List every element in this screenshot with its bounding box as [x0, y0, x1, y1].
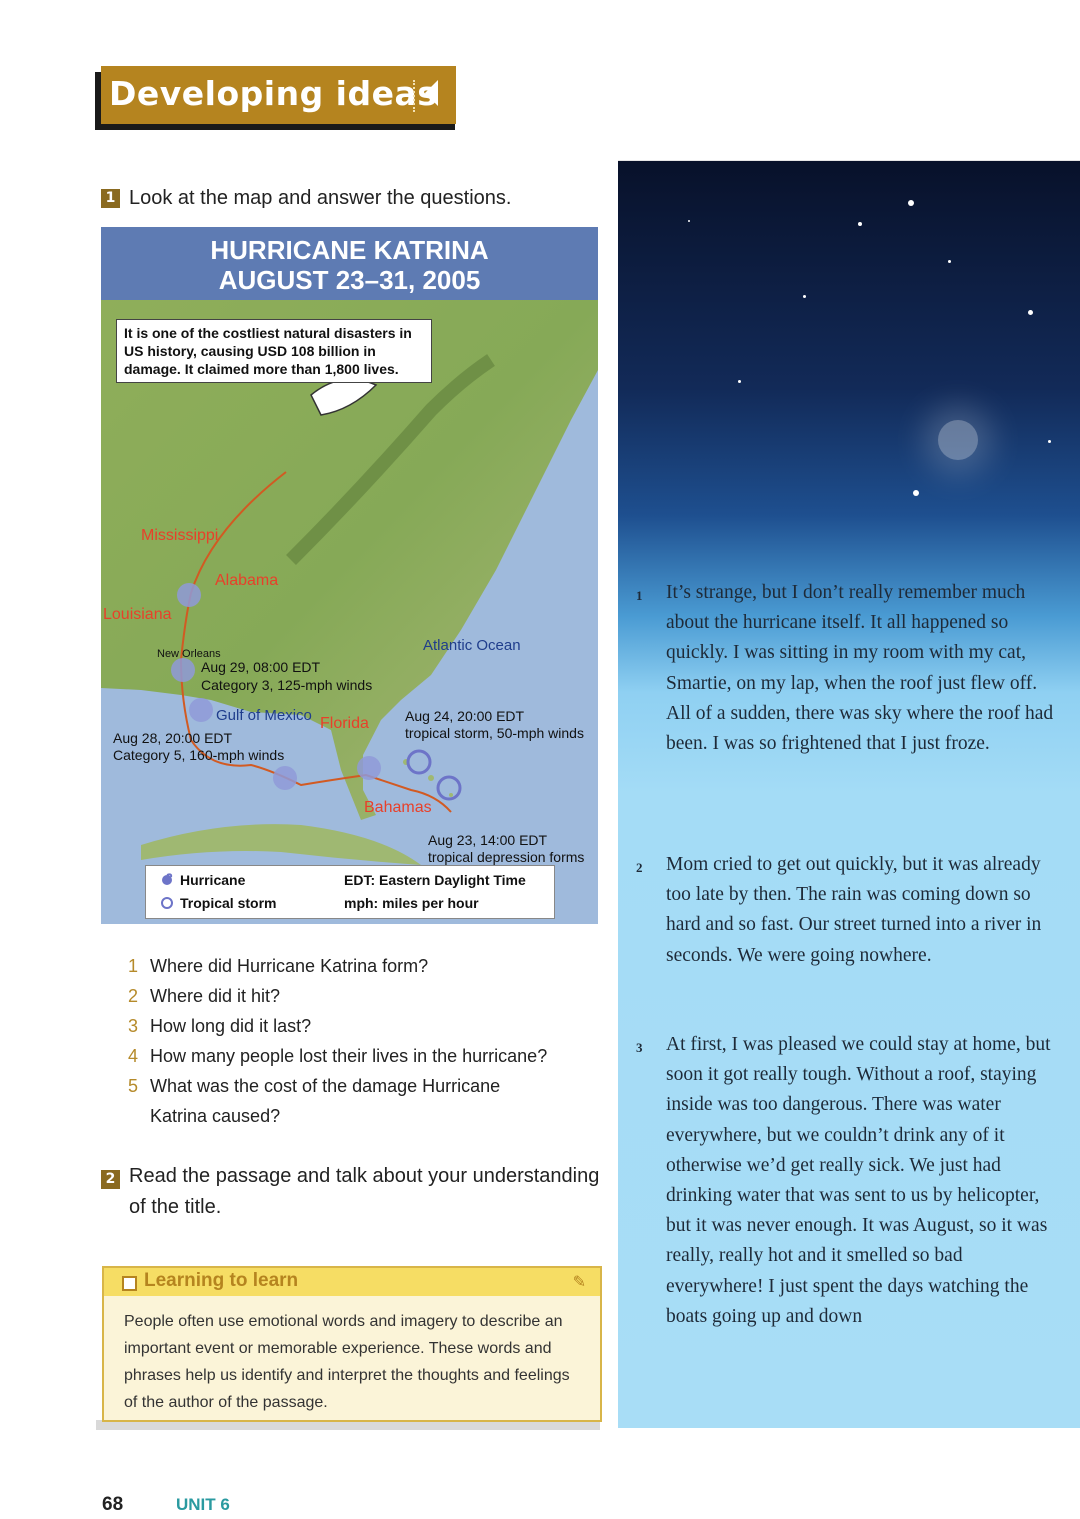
paragraph-text: Mom cried to get out quickly, but it was already too late by then. The rain was coming down so hard and so fast. Our street turned into a river in seconds. We were going nowhere.: [666, 854, 1042, 966]
banner-divider: [413, 80, 417, 112]
star-icon: [913, 490, 919, 496]
label-aug23-desc: tropical depression forms: [428, 849, 585, 865]
tropical-storm-icon: [160, 896, 174, 910]
star-icon: [1048, 440, 1051, 443]
activity-instruction: Read the passage and talk about your understanding: [129, 1165, 600, 1187]
label-aug24-desc: tropical storm, 50-mph winds: [405, 725, 584, 741]
star-icon: [908, 200, 914, 206]
label-mississippi: Mississippi: [141, 527, 219, 544]
map-graphic: [101, 300, 598, 924]
star-icon: [858, 222, 862, 226]
map-dates: AUGUST 23–31, 2005: [218, 265, 481, 295]
learning-box-header: [104, 1268, 600, 1296]
question-item: [128, 1011, 311, 1041]
question-item: [128, 1071, 500, 1101]
paragraph-text: It’s strange, but I don’t really remember much about the hurricane itself. It all happened so quickly. I was sitting in my room with my cat, Smartie, on my lap, when the roof just flew off. All of a sudden, there was sky where the roof had been. I was so frightened that I just froze.: [666, 582, 1054, 755]
label-louisiana: Louisiana: [103, 606, 172, 623]
learning-to-learn-box: [102, 1266, 602, 1422]
question-item: [128, 951, 428, 981]
label-aug24-time: Aug 24, 20:00 EDT: [405, 708, 525, 724]
legend-hurricane: Hurricane: [180, 872, 246, 888]
label-gulf-of-mexico: Gulf of Mexico: [216, 707, 312, 724]
track-marker: [177, 583, 201, 607]
question-number: 1: [128, 956, 139, 976]
track-marker: [189, 698, 213, 722]
checkbox-icon: [122, 1276, 137, 1291]
legend-mph: mph: miles per hour: [344, 895, 479, 911]
learning-body: People often use emotional words and imagery to describe an important event or memorable experience. These words and phrases help us identify and interpret the thoughts and feelings of the author of the passage.: [124, 1313, 570, 1411]
question-text: Where did Hurricane Katrina form?: [150, 956, 429, 976]
passage-panel: [618, 160, 1080, 1428]
label-aug29-time: Aug 29, 08:00 EDT: [201, 659, 321, 675]
track-marker: [357, 756, 381, 780]
label-florida: Florida: [320, 715, 369, 732]
banner-title: Developing ideas: [109, 74, 438, 113]
star-icon: [1028, 310, 1033, 315]
paragraph-number: 3: [636, 1040, 643, 1055]
question-text: Where did it hit?: [150, 986, 281, 1006]
question-number: 2: [128, 986, 139, 1006]
paragraph-number: 2: [636, 860, 643, 875]
activity-number: 2: [101, 1170, 120, 1189]
map-title: HURRICANE KATRINA: [210, 235, 489, 265]
question-item: [128, 1101, 280, 1131]
question-text: How long did it last?: [150, 1016, 312, 1036]
hurricane-icon: [160, 873, 174, 887]
question-number: 5: [128, 1076, 139, 1096]
legend-tropical-storm: Tropical storm: [180, 895, 277, 911]
star-glow: [938, 420, 978, 460]
legend-edt: EDT: Eastern Daylight Time: [344, 872, 526, 888]
page-number: 68: [102, 1494, 124, 1515]
map-note: It is one of the costliest natural disasters in US history, causing USD 108 billion in damage. It claimed more than 1,800 lives.: [116, 319, 432, 383]
label-aug23-time: Aug 23, 14:00 EDT: [428, 832, 548, 848]
section-banner: [95, 66, 460, 128]
label-aug28-time: Aug 28, 20:00 EDT: [113, 730, 233, 746]
label-alabama: Alabama: [215, 572, 279, 589]
activity-number: 1: [101, 189, 120, 208]
label-aug29-desc: Category 3, 125-mph winds: [201, 677, 373, 693]
label-aug28-desc: Category 5, 160-mph winds: [113, 747, 285, 763]
question-item: [128, 981, 280, 1011]
triangle-left-icon: [425, 80, 438, 106]
activity-instruction-cont: of the title.: [129, 1196, 222, 1218]
star-icon: [738, 380, 741, 383]
question-text: How many people lost their lives in the hurricane?: [150, 1046, 548, 1066]
track-marker: [273, 766, 297, 790]
paragraph-text: At first, I was pleased we could stay at home, but soon it got really tough. Without a roof, staying inside was too dangerous. There was water everywhere, but we couldn’t drink any of it otherwise we’d get really sick. We just had drinking water that was sent to us by helicopter, but it was never enough. It was August, so it was really, really hot and it smelled so bad everywhere! I just spent the days watching the boats going up and down: [666, 1034, 1051, 1327]
map-legend: [145, 865, 555, 919]
activity-instruction: Look at the map and answer the questions.: [129, 187, 512, 209]
paragraph-number: 1: [636, 588, 643, 603]
label-atlantic-ocean: Atlantic Ocean: [423, 637, 521, 654]
label-bahamas: Bahamas: [364, 799, 432, 816]
star-icon: [948, 260, 951, 263]
question-number: 3: [128, 1016, 139, 1036]
star-icon: [688, 220, 690, 222]
label-new-orleans: New Orleans: [157, 648, 221, 660]
hurricane-map: [101, 227, 598, 924]
map-header: [101, 227, 598, 300]
question-text: Katrina caused?: [150, 1106, 281, 1126]
question-item: [128, 1041, 547, 1071]
question-text: What was the cost of the damage Hurricane: [150, 1076, 501, 1096]
pencil-icon: ✎: [572, 1272, 586, 1291]
star-icon: [803, 295, 806, 298]
unit-label: UNIT 6: [176, 1495, 230, 1514]
question-number: 4: [128, 1046, 139, 1066]
learning-heading: Learning to learn: [144, 1270, 299, 1291]
